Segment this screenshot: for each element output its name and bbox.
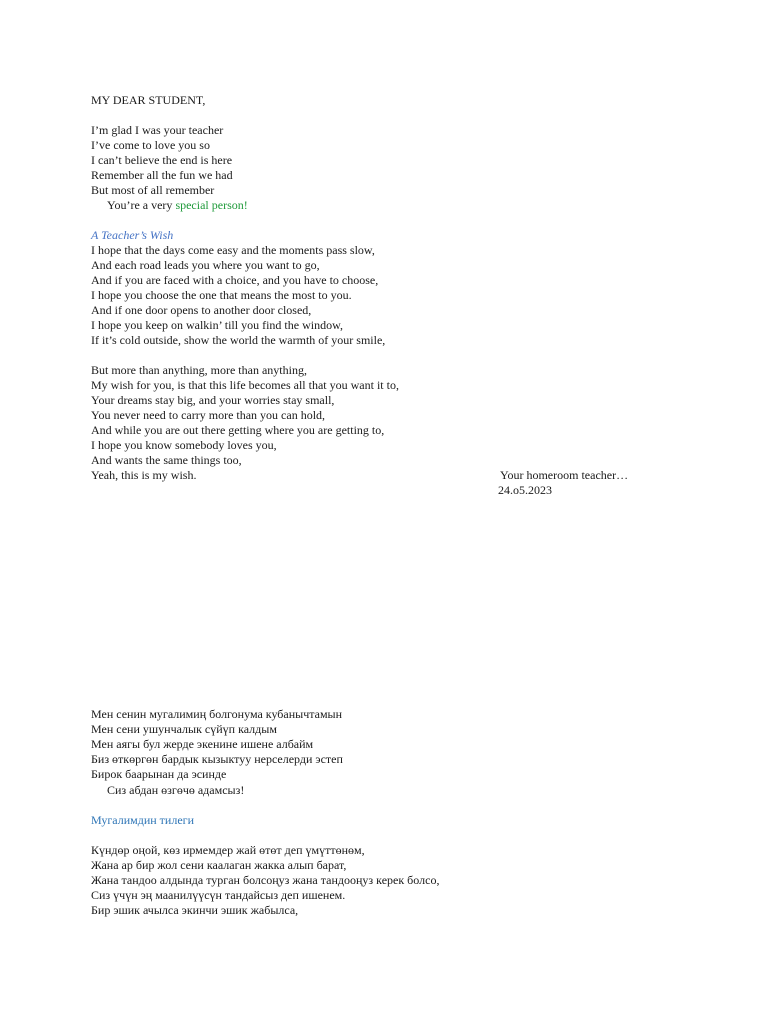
wish-line: I hope you know somebody loves you, xyxy=(91,438,277,452)
wish-line: But more than anything, more than anything, xyxy=(91,363,307,377)
salutation: MY DEAR STUDENT, xyxy=(91,93,206,107)
poem-line: But most of all remember xyxy=(91,183,215,197)
poem-line: I’m glad I was your teacher xyxy=(91,123,224,137)
poem-line: Remember all the fun we had xyxy=(91,168,233,182)
kyrgyz-poem-line: Биз өткөргөн бардык кызыктуу нерселерди эстеп xyxy=(91,752,343,766)
wish-line: I hope that the days come easy and the moments pass slow, xyxy=(91,243,375,257)
signature-name: Your homeroom teacher… xyxy=(500,468,629,482)
wish-line: My wish for you, is that this life becomes all that you want it to, xyxy=(91,378,399,392)
signature-date: 24.o5.2023 xyxy=(498,483,552,497)
wish-line: Your dreams stay big, and your worries stay small, xyxy=(91,393,335,407)
kyrgyz-poem-line: Бирок баарынан да эсинде xyxy=(91,767,227,781)
wish-line: I hope you keep on walkin’ till you find the window, xyxy=(91,318,343,332)
kyrgyz-wish-line: Бир эшик ачылса экинчи эшик жабылса, xyxy=(91,903,299,917)
wish-line: And if you are faced with a choice, and you have to choose, xyxy=(91,273,379,287)
kyrgyz-wish-line: Күндөр оңой, көз ирмемдер жай өтөт деп үмүттөнөм, xyxy=(91,843,365,857)
wish-line: Yeah, this is my wish. xyxy=(91,468,197,482)
special-person-highlight: special person! xyxy=(175,198,248,212)
wish-line: You never need to carry more than you can hold, xyxy=(91,408,326,422)
kyrgyz-wish-line: Сиз үчүн эң маанилүүсүн тандайсыз деп ишенем. xyxy=(91,888,346,902)
wish-line: And if one door opens to another door closed, xyxy=(91,303,312,317)
wish-line: And while you are out there getting where you are getting to, xyxy=(91,423,385,437)
kyrgyz-wish-line: Жана тандоо алдында турган болсоңуз жана тандооңуз керек болсо, xyxy=(91,873,440,887)
wish-line: I hope you choose the one that means the most to you. xyxy=(91,288,352,302)
kyrgyz-poem-line: Мен сени ушунчалык сүйүп калдым xyxy=(91,722,277,736)
poem-line: I’ve come to love you so xyxy=(91,138,210,152)
kyrgyz-poem-line: Мен сенин мугалимиң болгонума кубанычтамын xyxy=(91,707,343,721)
kyrgyz-wish-line: Жана ар бир жол сени каалаган жакка алып барат, xyxy=(91,858,347,872)
wish-line: If it’s cold outside, show the world the warmth of your smile, xyxy=(91,333,386,347)
wish-line: And each road leads you where you want to go, xyxy=(91,258,320,272)
kyrgyz-poem-final-line: Сиз абдан өзгөчө адамсыз! xyxy=(107,783,245,797)
kyrgyz-poem-line: Мен аягы бул жерде экенине ишене албайм xyxy=(91,737,314,751)
wish-title: A Teacher’s Wish xyxy=(91,228,174,242)
poem-final-prefix: You’re a very xyxy=(107,198,176,212)
kyrgyz-wish-title: Мугалимдин тилеги xyxy=(91,813,195,827)
wish-line: And wants the same things too, xyxy=(91,453,242,467)
poem-line: I can’t believe the end is here xyxy=(91,153,233,167)
poem-final-line xyxy=(107,198,248,213)
